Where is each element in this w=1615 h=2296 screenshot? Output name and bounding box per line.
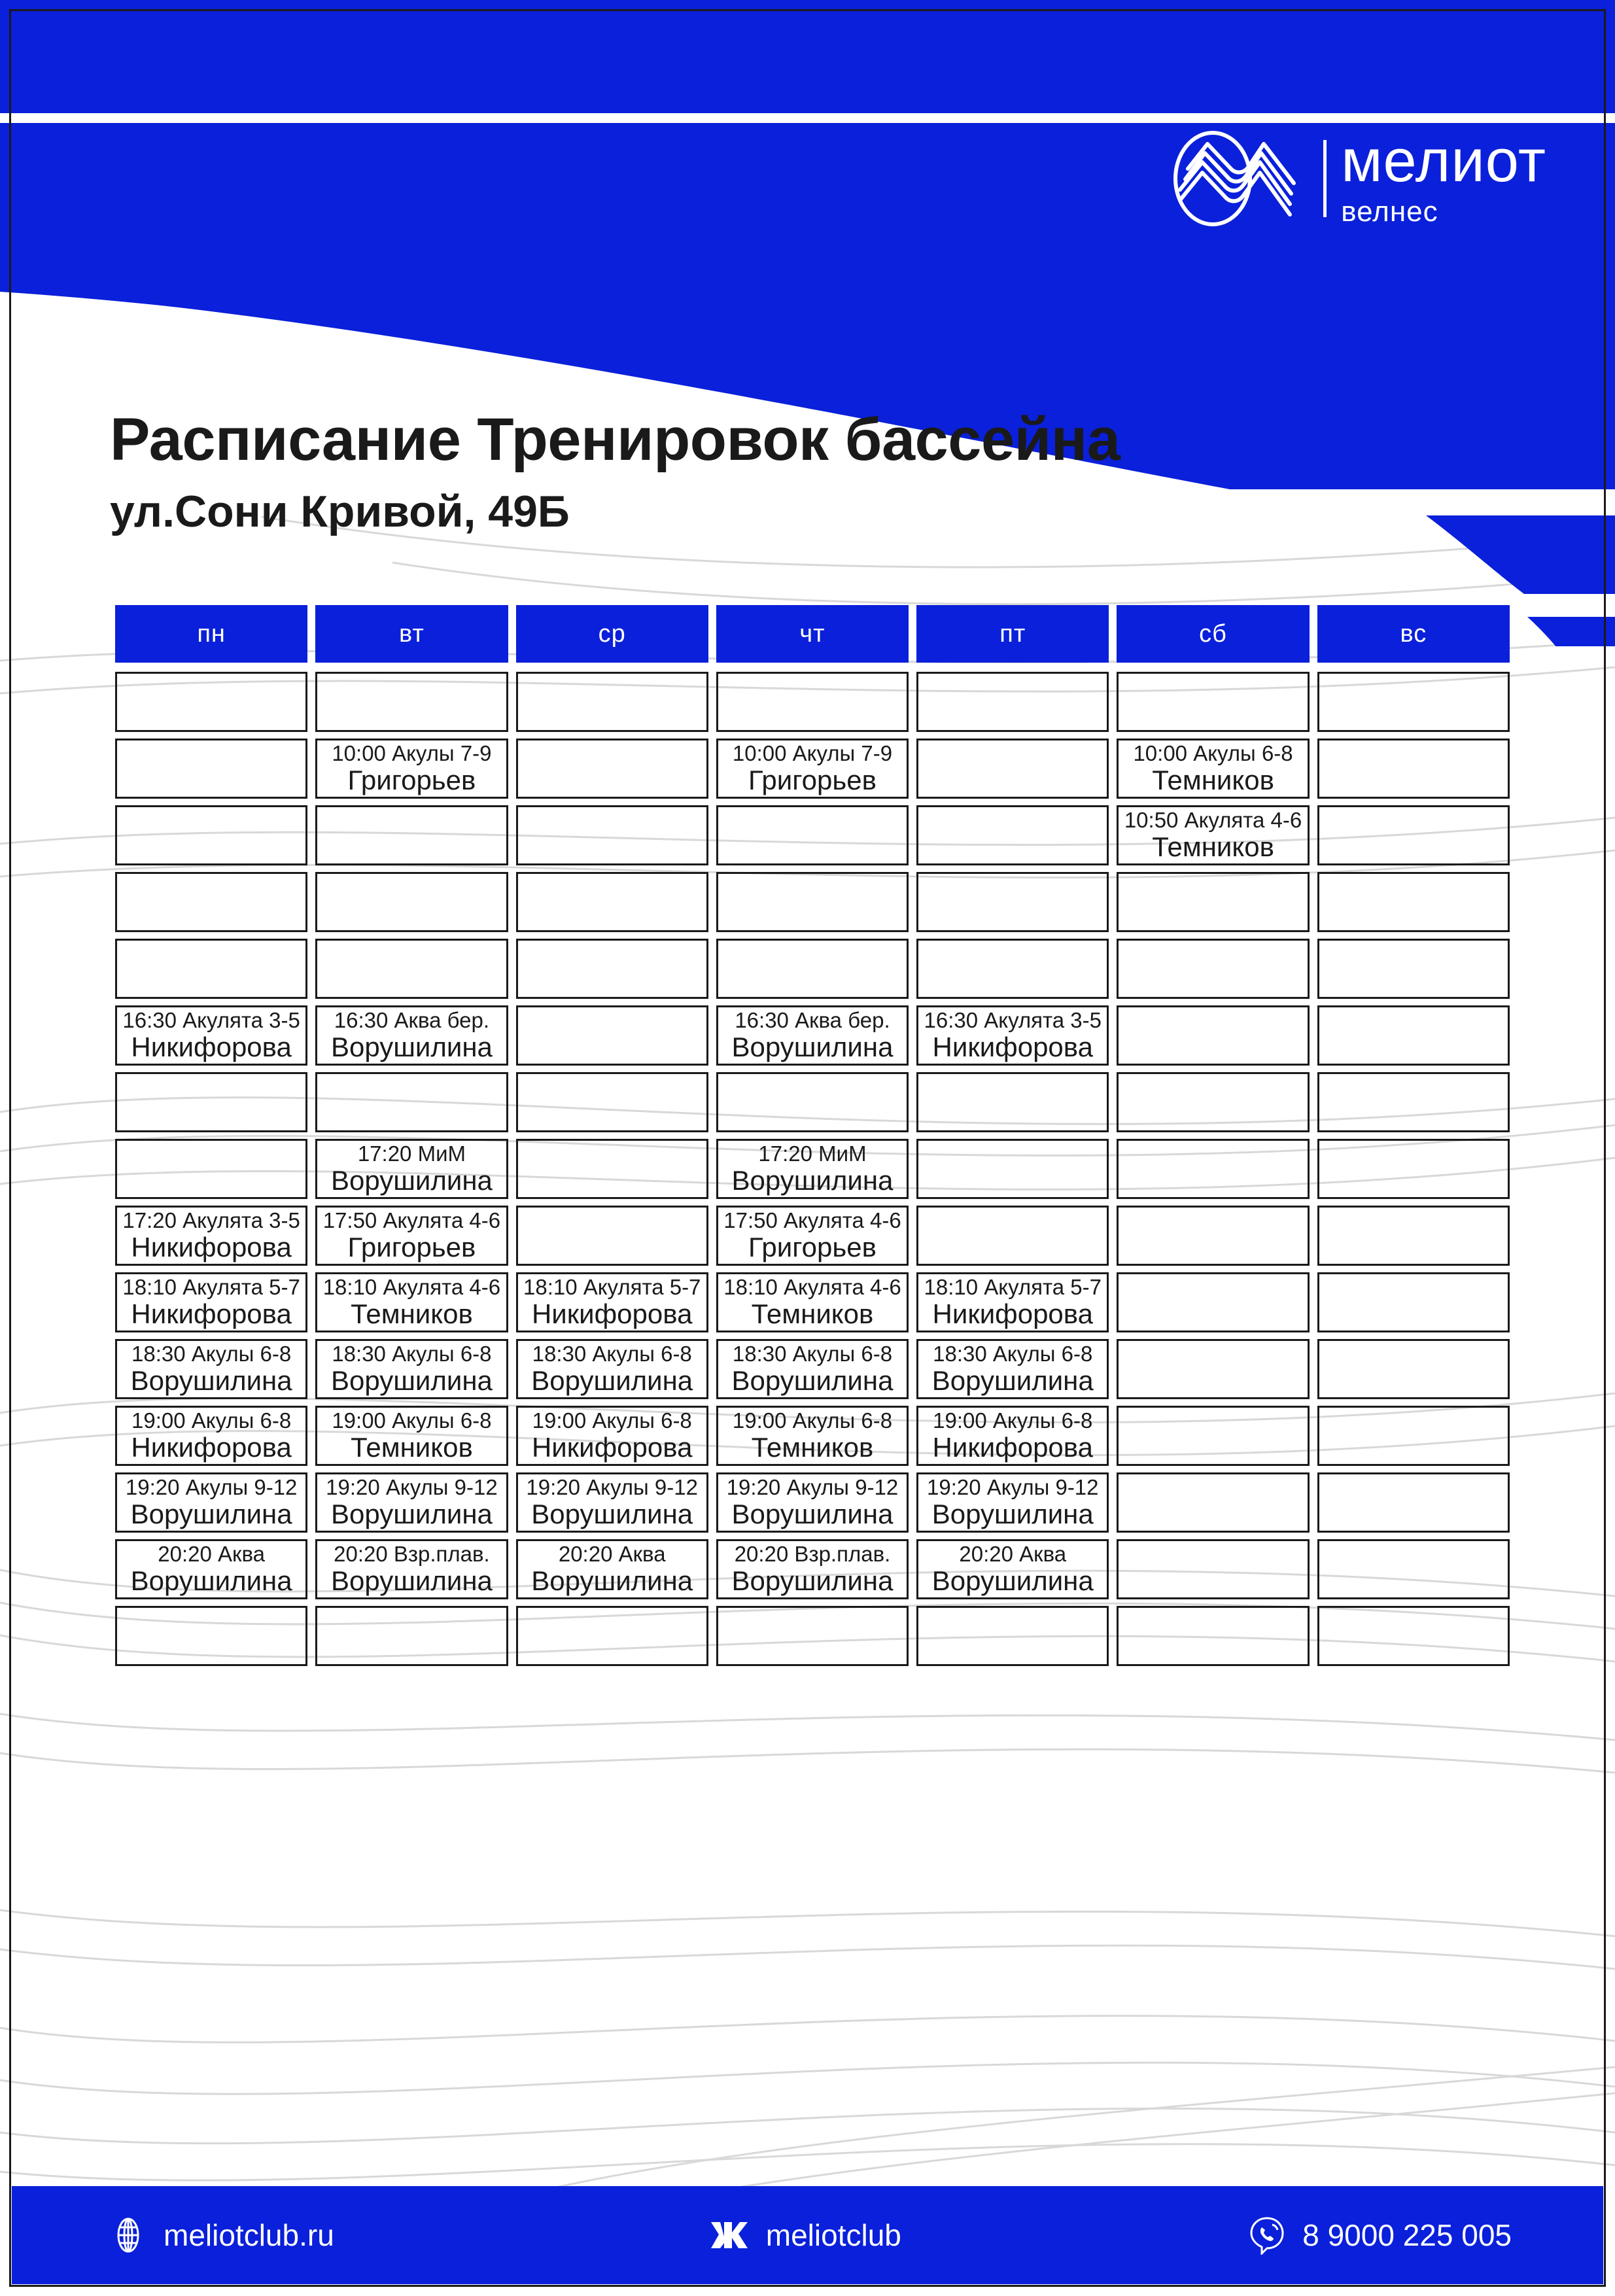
cell-coach: Темников <box>351 1432 473 1463</box>
schedule-cell[interactable] <box>916 1539 1109 1599</box>
schedule-row <box>115 1472 1510 1533</box>
cell-coach: Темников <box>1152 765 1274 796</box>
cell-time: 16:30 Акулята 3-5 <box>122 1007 300 1032</box>
cell-time: 19:20 Акулы 9-12 <box>125 1474 298 1499</box>
cell-coach: Темников <box>751 1298 874 1330</box>
schedule-cell[interactable] <box>115 1339 307 1399</box>
schedule-cell-empty <box>1317 939 1510 999</box>
cell-coach: Никифорова <box>932 1032 1093 1063</box>
cell-time: 18:30 Акулы 6-8 <box>332 1341 492 1366</box>
vk-icon <box>707 2217 749 2253</box>
footer-phone[interactable] <box>1249 2216 1512 2255</box>
cell-coach: Григорьев <box>748 765 877 796</box>
schedule-row <box>115 1072 1510 1132</box>
schedule-cell-empty <box>516 1005 708 1066</box>
schedule-cell-empty <box>516 872 708 932</box>
cell-coach: Ворушилина <box>931 1565 1094 1597</box>
cell-time: 18:30 Акулы 6-8 <box>933 1341 1093 1366</box>
schedule-cell[interactable] <box>716 1472 909 1533</box>
schedule-cell-empty <box>916 1606 1109 1666</box>
day-header-row <box>115 605 1510 663</box>
schedule-cell-empty <box>1117 672 1309 732</box>
schedule-cell-empty <box>716 672 909 732</box>
cell-time: 17:50 Акулята 4-6 <box>723 1208 901 1232</box>
cell-time: 19:20 Акулы 9-12 <box>926 1474 1099 1499</box>
cell-time: 18:30 Акулы 6-8 <box>532 1341 692 1366</box>
schedule-cell[interactable] <box>916 1406 1109 1466</box>
schedule-cell[interactable] <box>716 1339 909 1399</box>
cell-coach: Никифорова <box>531 1298 693 1330</box>
phone-icon <box>1249 2216 1285 2255</box>
cell-time: 18:10 Акулята 5-7 <box>523 1274 701 1299</box>
cell-time: 17:50 Акулята 4-6 <box>322 1208 501 1232</box>
cell-coach: Ворушилина <box>330 1165 493 1196</box>
day-header-mon[interactable]: пн <box>115 605 307 663</box>
footer-vk[interactable] <box>707 2217 901 2253</box>
schedule-cell-empty <box>115 1606 307 1666</box>
schedule-cell-empty <box>115 739 307 799</box>
schedule-cell[interactable] <box>716 1139 909 1199</box>
header-band-top <box>0 0 1615 113</box>
day-header-fri[interactable]: пт <box>916 605 1109 663</box>
cell-time: 17:20 МиМ <box>758 1141 867 1166</box>
cell-time: 10:00 Акулы 7-9 <box>332 740 492 765</box>
cell-coach: Ворушилина <box>931 1365 1094 1397</box>
cell-coach: Ворушилина <box>531 1565 693 1597</box>
footer-website-label: meliotclub.ru <box>164 2218 334 2252</box>
cell-coach: Темников <box>751 1432 874 1463</box>
cell-coach: Никифорова <box>131 1232 292 1263</box>
footer-phone-label: 8 9000 225 005 <box>1302 2218 1512 2252</box>
schedule-cell-empty <box>716 872 909 932</box>
schedule-cell[interactable] <box>916 1005 1109 1066</box>
footer-contact-bar <box>12 2186 1603 2284</box>
schedule-cell-empty <box>1117 1539 1309 1599</box>
cell-time: 17:20 МиМ <box>357 1141 466 1166</box>
cell-time: 19:00 Акулы 6-8 <box>532 1408 692 1433</box>
cell-coach: Григорьев <box>748 1232 877 1263</box>
cell-time: 10:50 Акулята 4-6 <box>1124 807 1302 832</box>
cell-coach: Григорьев <box>347 765 476 796</box>
schedule-cell[interactable] <box>315 1406 508 1466</box>
cell-time: 19:00 Акулы 6-8 <box>732 1408 893 1433</box>
schedule-cell-empty <box>1117 1072 1309 1132</box>
cell-coach: Ворушилина <box>531 1365 693 1397</box>
schedule-cell[interactable] <box>516 1272 708 1332</box>
schedule-cell-empty <box>916 1072 1109 1132</box>
schedule-cell[interactable] <box>115 1005 307 1066</box>
schedule-cell-empty <box>916 1139 1109 1199</box>
schedule-cell-empty <box>916 939 1109 999</box>
schedule-cell-empty <box>1317 1539 1510 1599</box>
schedule-cell-empty <box>315 939 508 999</box>
globe-icon <box>110 2217 147 2253</box>
schedule-cell[interactable] <box>315 1472 508 1533</box>
cell-time: 18:10 Акулята 5-7 <box>122 1274 300 1299</box>
schedule-cell-empty <box>1117 1472 1309 1533</box>
schedule-cell[interactable] <box>115 1406 307 1466</box>
schedule-cell-empty <box>1317 1272 1510 1332</box>
schedule-cell-empty <box>916 805 1109 865</box>
schedule-row <box>115 805 1510 865</box>
schedule-row <box>115 1339 1510 1399</box>
schedule-cell-empty <box>516 1139 708 1199</box>
day-header-wed[interactable]: ср <box>516 605 708 663</box>
schedule-cell-empty <box>315 872 508 932</box>
schedule-cell-empty <box>1117 1005 1309 1066</box>
schedule-cell[interactable] <box>1117 739 1309 799</box>
schedule-row <box>115 1272 1510 1332</box>
cell-time: 17:20 Акулята 3-5 <box>122 1208 300 1232</box>
day-header-thu[interactable]: чт <box>716 605 909 663</box>
schedule-cell-empty <box>916 1206 1109 1266</box>
schedule-cell-empty <box>1317 739 1510 799</box>
cell-coach: Григорьев <box>347 1232 476 1263</box>
schedule-cell[interactable] <box>716 1005 909 1066</box>
brand-logo <box>1162 130 1546 228</box>
schedule-row <box>115 1005 1510 1066</box>
schedule-cell[interactable] <box>115 1472 307 1533</box>
cell-time: 16:30 Акулята 3-5 <box>924 1007 1102 1032</box>
schedule-cell-empty <box>115 1072 307 1132</box>
cell-coach: Ворушилина <box>731 1565 894 1597</box>
schedule-cell-empty <box>115 1139 307 1199</box>
schedule-cell[interactable] <box>315 1539 508 1599</box>
brand-name: мелиот <box>1341 128 1546 194</box>
day-header-sat[interactable]: сб <box>1117 605 1309 663</box>
schedule-cell[interactable] <box>916 1472 1109 1533</box>
schedule-cell-empty <box>1317 872 1510 932</box>
schedule-row <box>115 1406 1510 1466</box>
schedule-cell-empty <box>1117 1606 1309 1666</box>
schedule-cell-empty <box>1317 1339 1510 1399</box>
schedule-cell-empty <box>1317 1472 1510 1533</box>
cell-time: 20:20 Взр.плав. <box>334 1541 490 1566</box>
schedule-grid <box>115 605 1510 1673</box>
schedule-cell-empty <box>1117 1339 1309 1399</box>
schedule-cell-empty <box>1317 1072 1510 1132</box>
day-header-tue[interactable]: вт <box>315 605 508 663</box>
schedule-cell-empty <box>1317 1005 1510 1066</box>
page-subtitle-address: ул.Сони Кривой, 49Б <box>110 487 570 536</box>
schedule-cell-empty <box>916 672 1109 732</box>
cell-time: 19:20 Акулы 9-12 <box>326 1474 498 1499</box>
cell-coach: Ворушилина <box>330 1365 493 1397</box>
day-header-sun[interactable]: вс <box>1317 605 1510 663</box>
cell-time: 16:30 Аква бер. <box>334 1007 490 1032</box>
schedule-cell-empty <box>1317 1406 1510 1466</box>
schedule-row <box>115 939 1510 999</box>
schedule-cell-empty <box>516 939 708 999</box>
cell-time: 18:30 Акулы 6-8 <box>732 1341 893 1366</box>
schedule-cell[interactable] <box>916 1339 1109 1399</box>
brand-subtitle: велнес <box>1341 196 1438 228</box>
cell-time: 18:10 Акулята 5-7 <box>924 1274 1102 1299</box>
cell-coach: Никифорова <box>531 1432 693 1463</box>
schedule-cell-empty <box>916 739 1109 799</box>
cell-coach: Ворушилина <box>330 1565 493 1597</box>
cell-time: 18:10 Акулята 4-6 <box>322 1274 501 1299</box>
cell-coach: Ворушилина <box>130 1365 292 1397</box>
cell-time: 16:30 Аква бер. <box>735 1007 890 1032</box>
page-title: Расписание Тренировок бассейна <box>110 406 1120 473</box>
cell-coach: Ворушилина <box>130 1499 292 1530</box>
cell-time: 20:20 Аква <box>158 1541 265 1566</box>
schedule-rows <box>115 672 1510 1666</box>
schedule-cell[interactable] <box>716 1206 909 1266</box>
schedule-row <box>115 739 1510 799</box>
schedule-cell[interactable] <box>516 1406 708 1466</box>
wave-circle-icon <box>1162 130 1322 228</box>
schedule-row <box>115 872 1510 932</box>
schedule-cell-empty <box>1117 872 1309 932</box>
schedule-cell-empty <box>516 1606 708 1666</box>
schedule-cell[interactable] <box>716 739 909 799</box>
cell-time: 20:20 Взр.плав. <box>734 1541 891 1566</box>
schedule-cell[interactable] <box>516 1339 708 1399</box>
footer-vk-label: meliotclub <box>765 2218 901 2252</box>
cell-time: 19:20 Акулы 9-12 <box>526 1474 698 1499</box>
cell-coach: Ворушилина <box>931 1499 1094 1530</box>
cell-time: 19:00 Акулы 6-8 <box>131 1408 292 1433</box>
schedule-cell-empty <box>516 805 708 865</box>
cell-coach: Никифорова <box>131 1032 292 1063</box>
cell-time: 20:20 Аква <box>959 1541 1067 1566</box>
schedule-cell-empty <box>516 1206 708 1266</box>
schedule-cell[interactable] <box>115 1272 307 1332</box>
cell-coach: Ворушилина <box>731 1032 894 1063</box>
cell-coach: Темников <box>1152 831 1274 863</box>
schedule-cell-empty <box>916 872 1109 932</box>
schedule-cell-empty <box>315 672 508 732</box>
schedule-cell-empty <box>716 1072 909 1132</box>
cell-time: 20:20 Аква <box>558 1541 666 1566</box>
schedule-row <box>115 1139 1510 1199</box>
schedule-cell-empty <box>1117 1206 1309 1266</box>
title-block <box>110 406 1120 537</box>
schedule-cell-empty <box>716 1606 909 1666</box>
schedule-cell-empty <box>516 1072 708 1132</box>
schedule-cell[interactable] <box>115 1206 307 1266</box>
schedule-cell-empty <box>315 1072 508 1132</box>
schedule-cell[interactable] <box>1117 805 1309 865</box>
schedule-row <box>115 672 1510 732</box>
schedule-cell-empty <box>1117 1139 1309 1199</box>
cell-time: 10:00 Акулы 6-8 <box>1133 740 1293 765</box>
schedule-cell-empty <box>115 939 307 999</box>
cell-coach: Никифорова <box>131 1432 292 1463</box>
schedule-cell-empty <box>115 872 307 932</box>
schedule-cell-empty <box>716 939 909 999</box>
schedule-cell-empty <box>1317 672 1510 732</box>
cell-time: 19:20 Акулы 9-12 <box>726 1474 899 1499</box>
cell-time: 18:10 Акулята 4-6 <box>723 1274 901 1299</box>
cell-coach: Ворушилина <box>130 1565 292 1597</box>
schedule-cell-empty <box>716 805 909 865</box>
schedule-cell[interactable] <box>315 1139 508 1199</box>
schedule-cell[interactable] <box>516 1539 708 1599</box>
schedule-cell-empty <box>516 739 708 799</box>
schedule-cell[interactable] <box>916 1272 1109 1332</box>
schedule-row <box>115 1539 1510 1599</box>
cell-time: 19:00 Акулы 6-8 <box>933 1408 1093 1433</box>
schedule-cell-empty <box>1117 1406 1309 1466</box>
cell-coach: Никифорова <box>932 1298 1093 1330</box>
cell-coach: Ворушилина <box>731 1499 894 1530</box>
schedule-cell-empty <box>1117 939 1309 999</box>
schedule-cell[interactable] <box>716 1406 909 1466</box>
cell-coach: Ворушилина <box>731 1365 894 1397</box>
cell-coach: Ворушилина <box>531 1499 693 1530</box>
schedule-cell-empty <box>315 805 508 865</box>
schedule-cell-empty <box>1317 1139 1510 1199</box>
cell-time: 10:00 Акулы 7-9 <box>732 740 893 765</box>
cell-coach: Никифорова <box>131 1298 292 1330</box>
schedule-cell[interactable] <box>315 739 508 799</box>
schedule-cell[interactable] <box>516 1472 708 1533</box>
footer-website[interactable] <box>110 2217 334 2253</box>
cell-coach: Никифорова <box>932 1432 1093 1463</box>
schedule-cell[interactable] <box>315 1272 508 1332</box>
cell-time: 18:30 Акулы 6-8 <box>131 1341 292 1366</box>
schedule-cell-empty <box>115 672 307 732</box>
schedule-cell-empty <box>1317 1206 1510 1266</box>
logo-divider <box>1323 140 1327 217</box>
schedule-cell-empty <box>1317 805 1510 865</box>
schedule-cell-empty <box>115 805 307 865</box>
cell-coach: Ворушилина <box>330 1499 493 1530</box>
schedule-cell-empty <box>1317 1606 1510 1666</box>
schedule-cell[interactable] <box>716 1539 909 1599</box>
cell-coach: Темников <box>351 1298 473 1330</box>
schedule-row <box>115 1606 1510 1666</box>
schedule-row <box>115 1206 1510 1266</box>
schedule-cell-empty <box>1117 1272 1309 1332</box>
schedule-cell[interactable] <box>716 1272 909 1332</box>
schedule-cell[interactable] <box>115 1539 307 1599</box>
schedule-cell[interactable] <box>315 1206 508 1266</box>
schedule-cell[interactable] <box>315 1339 508 1399</box>
schedule-cell-empty <box>516 672 708 732</box>
schedule-cell-empty <box>315 1606 508 1666</box>
cell-coach: Ворушилина <box>330 1032 493 1063</box>
cell-time: 19:00 Акулы 6-8 <box>332 1408 492 1433</box>
cell-coach: Ворушилина <box>731 1165 894 1196</box>
schedule-cell[interactable] <box>315 1005 508 1066</box>
